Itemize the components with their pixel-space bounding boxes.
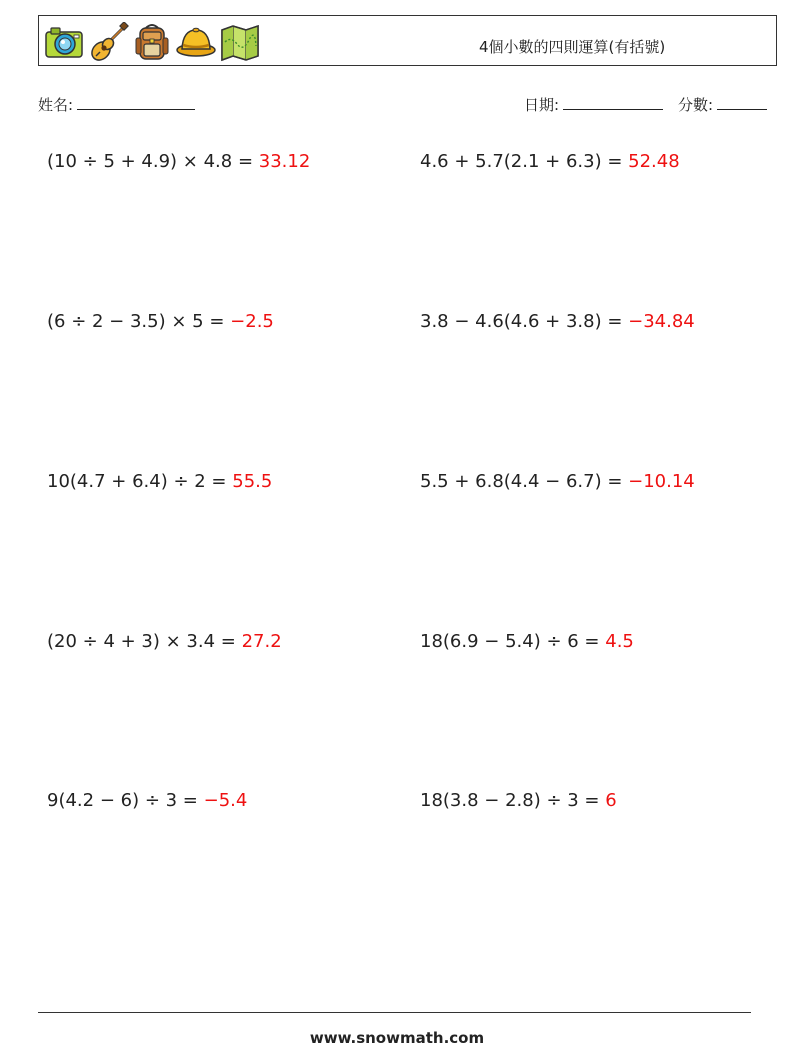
problem-answer: 27.2: [241, 631, 282, 652]
problem-answer: 52.48: [628, 151, 680, 172]
name-field: [38, 94, 195, 115]
score-field: [678, 94, 767, 115]
date-label: 日期:: [524, 96, 560, 114]
problem-4: [420, 311, 695, 332]
problem-answer: 33.12: [258, 151, 311, 172]
problem-expression: 4.6 + 5.7(2.1 + 6.3) =: [420, 151, 623, 172]
name-label: 姓名:: [38, 96, 74, 114]
problem-7: [47, 631, 282, 652]
header-box: [38, 15, 777, 66]
date-blank[interactable]: [563, 95, 663, 110]
backpack-icon: [131, 22, 173, 62]
footer-url[interactable]: www.snowmath.com: [309, 1029, 485, 1047]
problem-answer: 4.5: [605, 631, 634, 652]
guitar-icon: [87, 22, 129, 62]
problem-1: [47, 151, 310, 172]
pith-helmet-icon: [175, 22, 217, 62]
problem-expression: 5.5 + 6.8(4.4 − 6.7) =: [420, 471, 623, 492]
problem-answer: −34.84: [628, 311, 695, 332]
name-blank[interactable]: [77, 95, 195, 110]
header-icons: [43, 22, 263, 62]
date-field: [524, 94, 663, 115]
problem-answer: −2.5: [230, 311, 274, 332]
problem-answer: −10.14: [628, 471, 695, 492]
problem-5: [47, 471, 272, 492]
folded-map-icon: [219, 22, 261, 62]
problem-answer: −5.4: [203, 790, 248, 811]
problem-expression: 18(3.8 − 2.8) ÷ 3 =: [420, 790, 600, 811]
camera-icon: [43, 22, 85, 62]
worksheet-title: 4個小數的四則運算(有括號): [479, 38, 666, 56]
footer-divider: [38, 1012, 751, 1013]
score-label: 分數:: [678, 96, 714, 114]
problem-expression: (20 ÷ 4 + 3) × 3.4 =: [47, 631, 236, 652]
problem-9: [47, 790, 247, 811]
problem-3: [47, 311, 274, 332]
problem-8: [420, 631, 634, 652]
problem-10: [420, 790, 617, 811]
problem-expression: 3.8 − 4.6(4.6 + 3.8) =: [420, 311, 623, 332]
problem-answer: 6: [605, 790, 617, 811]
problem-2: [420, 151, 680, 172]
problem-expression: 18(6.9 − 5.4) ÷ 6 =: [420, 631, 600, 652]
score-blank[interactable]: [717, 95, 767, 110]
problem-expression: 9(4.2 − 6) ÷ 3 =: [47, 790, 198, 811]
problem-expression: (10 ÷ 5 + 4.9) × 4.8 =: [47, 151, 254, 172]
problem-expression: 10(4.7 + 6.4) ÷ 2 =: [47, 471, 227, 492]
problem-expression: (6 ÷ 2 − 3.5) × 5 =: [47, 311, 225, 332]
problem-answer: 55.5: [232, 471, 273, 492]
problem-6: [420, 471, 695, 492]
